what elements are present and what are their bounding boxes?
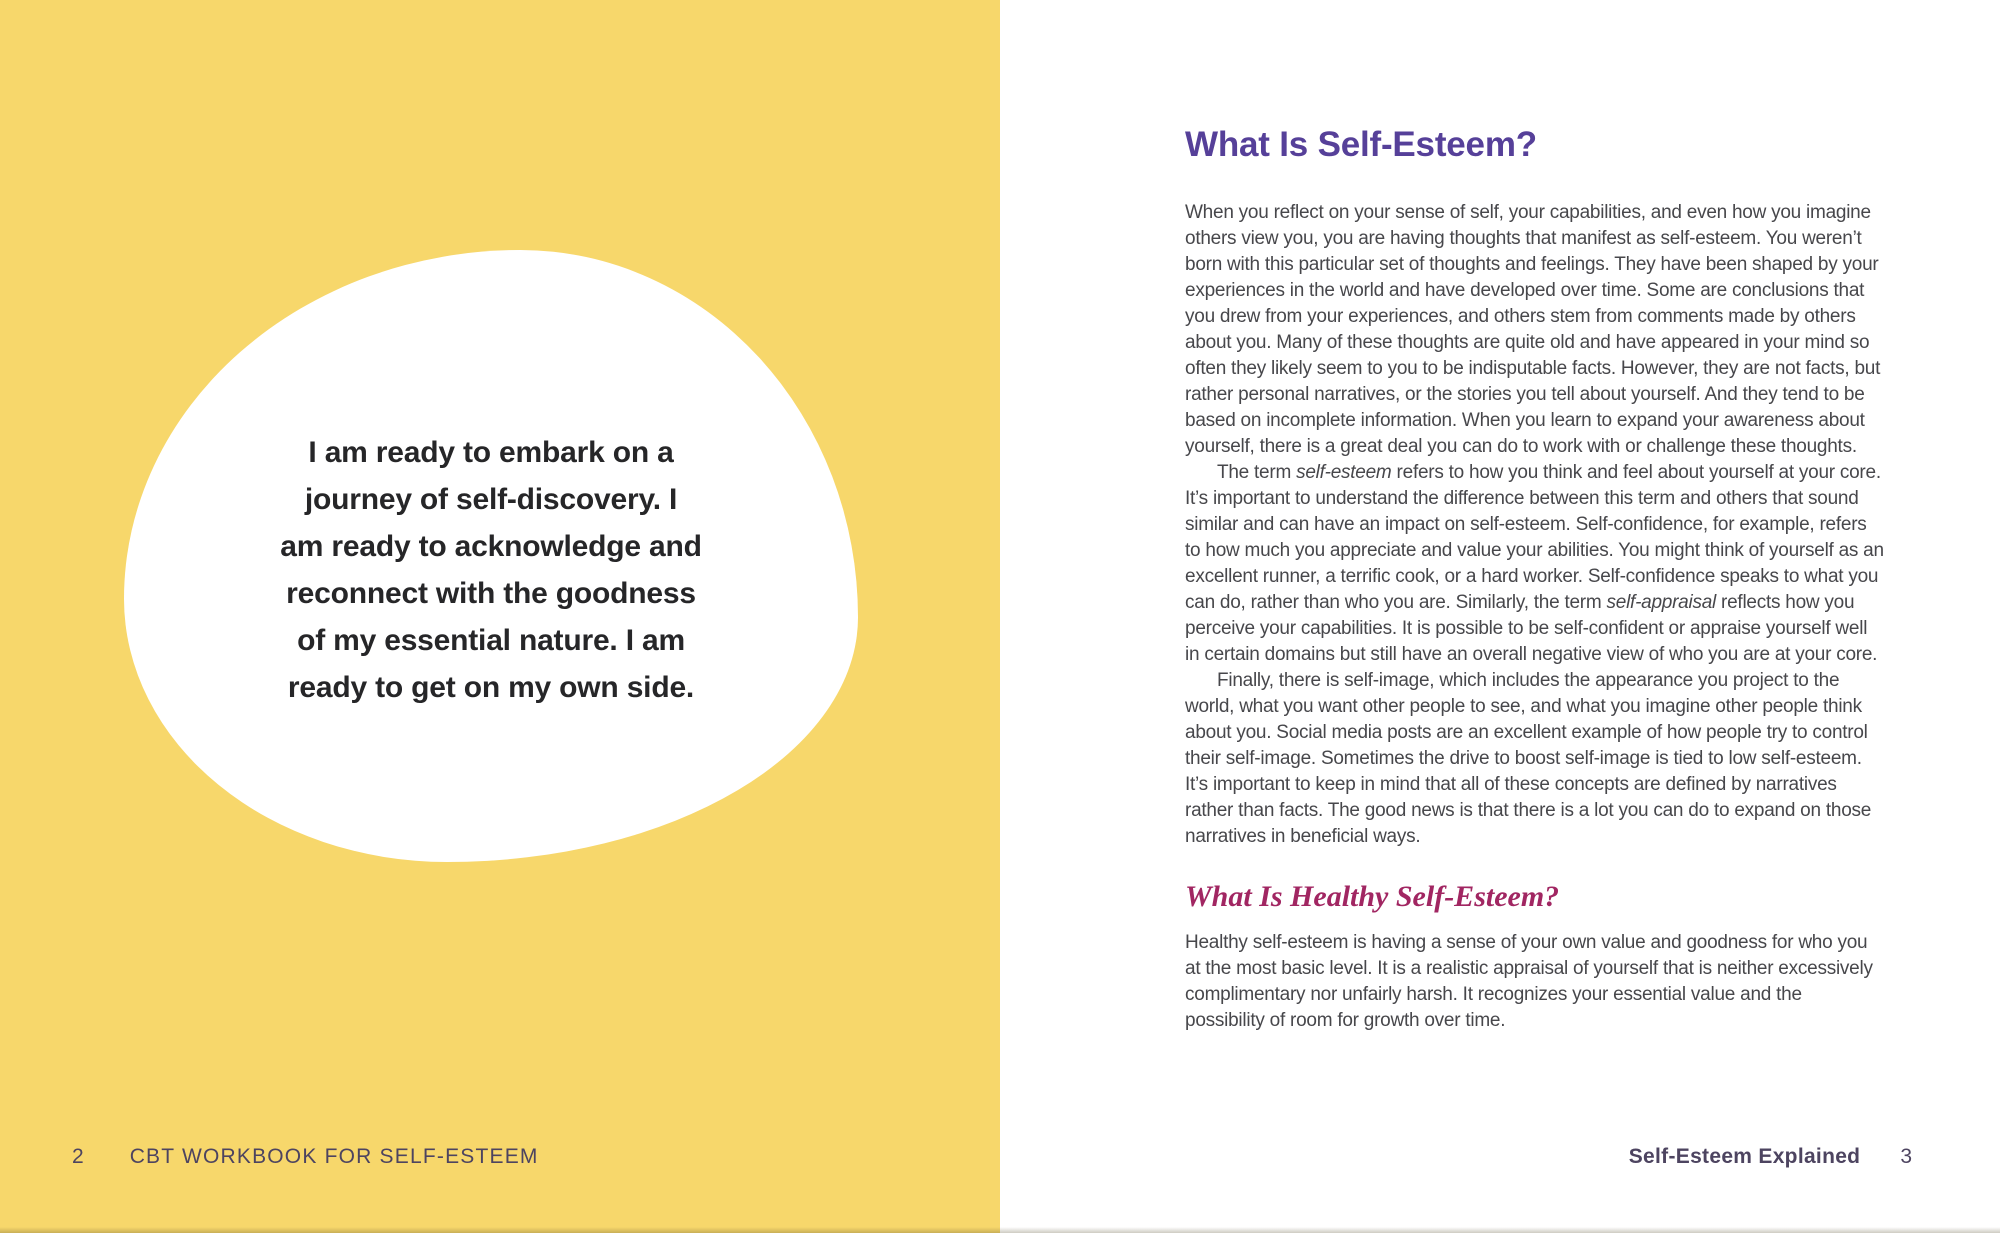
right-footer xyxy=(1629,1144,1912,1170)
right-page-number: 3 xyxy=(1900,1145,1912,1168)
quote-line: of my essential nature. I am xyxy=(297,624,685,657)
subsection-paragraph-group xyxy=(1185,930,1885,1034)
chapter-title-footer: Self-Esteem Explained xyxy=(1628,1145,1861,1168)
organic-blob-shape xyxy=(124,250,858,862)
quote-line: reconnect with the goodness xyxy=(286,577,696,610)
quote-line: am ready to acknowledge and xyxy=(280,530,702,563)
right-page xyxy=(1000,0,2000,1233)
body-paragraph-group xyxy=(1185,200,1885,850)
quote-line: I am ready to embark on a xyxy=(308,436,674,469)
quote-line: ready to get on my own side. xyxy=(287,671,695,704)
section-heading: What Is Self-Esteem? xyxy=(1185,125,1537,164)
body-paragraph: Healthy self-esteem is having a sense of your own value and goodness for who you at the most basic level. It is a realistic appraisal of yourself that is neither excessively complimentary nor unfairly harsh. It recognizes your essential value and the possibility of room for growth over time. xyxy=(1185,932,1873,1031)
body-paragraph: Finally, there is self-image, which includes the appearance you project to the world, what you want other people to see, and what you imagine other people think about you. Social media posts are an excellent example of how people try to control their self-image. Sometimes the drive to boost self-image is tied to low self-esteem. It’s important to keep in mind that all of these concepts are defined by narratives rather than facts. The good news is that there is a lot you can do to expand on those narratives in beneficial ways. xyxy=(1185,670,1872,847)
book-title-footer: CBT WORKBOOK FOR SELF-ESTEEM xyxy=(129,1145,539,1168)
chapter-content xyxy=(1185,126,1885,1034)
body-paragraph: The term self-esteem refers to how you think and feel about yourself at your core. It’s important to understand the difference between this term and others that sound similar and can have an impact on self-esteem. Self-confidence, for example, refers to how much you appreciate and value your abilities. You might think of yourself as an excellent runner, a terrific cook, or a hard worker. Self-confidence speaks to what you can do, rather than who you are. Similarly, the term self-appraisal reflects how you perceive your capabilities. It is possible to be self-confident or appraise yourself well in certain domains but still have an overall negative view of who you are at your core. xyxy=(1185,462,1884,665)
affirmation-quote xyxy=(201,429,781,711)
body-paragraph: When you reflect on your sense of self, your capabilities, and even how you imagine others view you, you are having thoughts that manifest as self-esteem. You weren’t born with this particular set of thoughts and feelings. They have been shaped by your experiences in the world and have developed over time. Some are conclusions that you drew from your experiences, and others stem from comments made by others about you. Many of these thoughts are quite old and have appeared in your mind so often they likely seem to you to be indisputable facts. However, they are not facts, but rather personal narratives, or the stories you tell about yourself. And they tend to be based on incomplete information. When you learn to expand your awareness about yourself, there is a great deal you can do to work with or challenge these thoughts. xyxy=(1185,202,1881,457)
quote-line: journey of self-discovery. I xyxy=(304,483,678,516)
left-page-number: 2 xyxy=(72,1145,84,1168)
subsection-heading: What Is Healthy Self-Esteem? xyxy=(1185,880,1560,913)
left-footer xyxy=(72,1144,539,1170)
